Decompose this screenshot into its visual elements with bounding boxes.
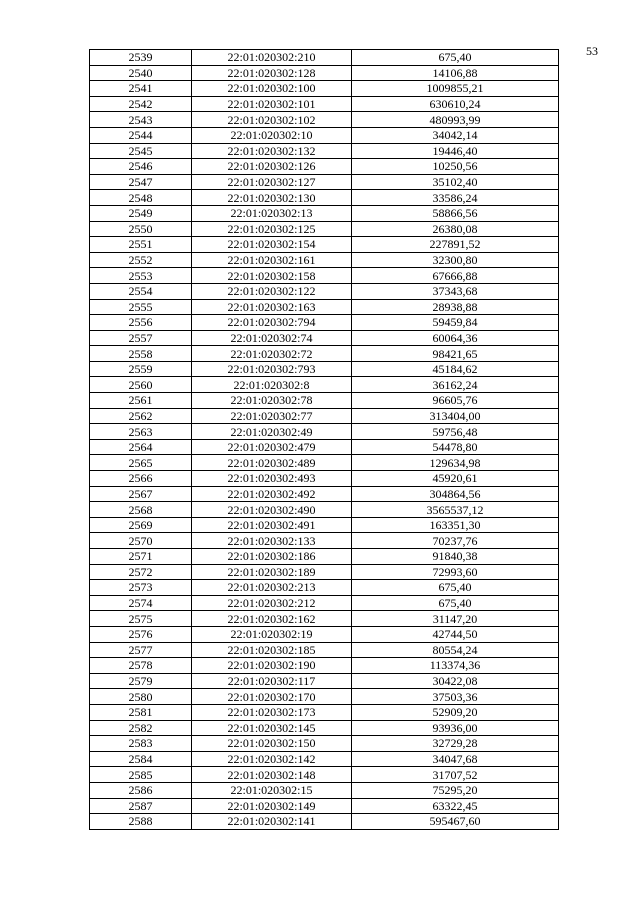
row-number-cell: 2578 — [90, 658, 192, 674]
row-number-cell: 2571 — [90, 549, 192, 565]
table-row — [90, 159, 559, 175]
cadastral-value-cell: 14106,88 — [352, 65, 559, 81]
cadastral-value-cell: 45184,62 — [352, 361, 559, 377]
cadastral-number-cell: 22:01:020302:78 — [192, 393, 352, 409]
row-number-cell: 2558 — [90, 346, 192, 362]
table-row — [90, 767, 559, 783]
cadastral-number-cell: 22:01:020302:149 — [192, 798, 352, 814]
table-row — [90, 330, 559, 346]
table-row — [90, 814, 559, 830]
cadastral-number-cell: 22:01:020302:148 — [192, 767, 352, 783]
cadastral-number-cell: 22:01:020302:117 — [192, 673, 352, 689]
table-row — [90, 299, 559, 315]
row-number-cell: 2546 — [90, 159, 192, 175]
row-number-cell: 2565 — [90, 455, 192, 471]
row-number-cell: 2542 — [90, 96, 192, 112]
row-number-cell: 2557 — [90, 330, 192, 346]
cadastral-value-cell: 480993,99 — [352, 112, 559, 128]
cadastral-number-cell: 22:01:020302:132 — [192, 143, 352, 159]
row-number-cell: 2569 — [90, 517, 192, 533]
row-number-cell: 2572 — [90, 564, 192, 580]
table-row — [90, 471, 559, 487]
cadastral-value-cell: 32729,28 — [352, 736, 559, 752]
cadastral-value-cell: 30422,08 — [352, 673, 559, 689]
table-row — [90, 237, 559, 253]
cadastral-number-cell: 22:01:020302:190 — [192, 658, 352, 674]
table-row — [90, 595, 559, 611]
cadastral-value-cell: 45920,61 — [352, 471, 559, 487]
cadastral-value-cell: 675,40 — [352, 580, 559, 596]
cadastral-value-cell: 10250,56 — [352, 159, 559, 175]
table-row — [90, 408, 559, 424]
cadastral-value-cell: 75295,20 — [352, 782, 559, 798]
cadastral-value-cell: 675,40 — [352, 50, 559, 66]
row-number-cell: 2587 — [90, 798, 192, 814]
cadastral-value-cell: 72993,60 — [352, 564, 559, 580]
table-row — [90, 611, 559, 627]
cadastral-number-cell: 22:01:020302:161 — [192, 252, 352, 268]
table-row — [90, 346, 559, 362]
cadastral-value-cell: 595467,60 — [352, 814, 559, 830]
cadastral-number-cell: 22:01:020302:173 — [192, 704, 352, 720]
cadastral-value-cell: 129634,98 — [352, 455, 559, 471]
table-row — [90, 143, 559, 159]
cadastral-value-cell: 80554,24 — [352, 642, 559, 658]
row-number-cell: 2559 — [90, 361, 192, 377]
row-number-cell: 2577 — [90, 642, 192, 658]
row-number-cell: 2552 — [90, 252, 192, 268]
row-number-cell: 2588 — [90, 814, 192, 830]
cadastral-value-cell: 59459,84 — [352, 315, 559, 331]
table-row — [90, 315, 559, 331]
cadastral-value-cell: 32300,80 — [352, 252, 559, 268]
cadastral-number-cell: 22:01:020302:150 — [192, 736, 352, 752]
cadastral-number-cell: 22:01:020302:8 — [192, 377, 352, 393]
cadastral-value-cell: 67666,88 — [352, 268, 559, 284]
table-row — [90, 689, 559, 705]
row-number-cell: 2567 — [90, 486, 192, 502]
table-row — [90, 580, 559, 596]
cadastral-value-cell: 31707,52 — [352, 767, 559, 783]
row-number-cell: 2582 — [90, 720, 192, 736]
cadastral-number-cell: 22:01:020302:102 — [192, 112, 352, 128]
cadastral-value-cell: 35102,40 — [352, 174, 559, 190]
row-number-cell: 2579 — [90, 673, 192, 689]
cadastral-number-cell: 22:01:020302:212 — [192, 595, 352, 611]
table-row — [90, 252, 559, 268]
cadastral-number-cell: 22:01:020302:490 — [192, 502, 352, 518]
cadastral-value-cell: 630610,24 — [352, 96, 559, 112]
row-number-cell: 2545 — [90, 143, 192, 159]
cadastral-value-cell: 33586,24 — [352, 190, 559, 206]
cadastral-number-cell: 22:01:020302:122 — [192, 283, 352, 299]
table-row — [90, 190, 559, 206]
cadastral-number-cell: 22:01:020302:145 — [192, 720, 352, 736]
row-number-cell: 2548 — [90, 190, 192, 206]
row-number-cell: 2570 — [90, 533, 192, 549]
row-number-cell: 2573 — [90, 580, 192, 596]
cadastral-number-cell: 22:01:020302:491 — [192, 517, 352, 533]
cadastral-value-cell: 42744,50 — [352, 626, 559, 642]
cadastral-number-cell: 22:01:020302:127 — [192, 174, 352, 190]
page-number: 53 — [586, 44, 598, 58]
cadastral-number-cell: 22:01:020302:19 — [192, 626, 352, 642]
table-row — [90, 751, 559, 767]
cadastral-value-cell: 28938,88 — [352, 299, 559, 315]
cadastral-number-cell: 22:01:020302:101 — [192, 96, 352, 112]
row-number-cell: 2544 — [90, 127, 192, 143]
cadastral-number-cell: 22:01:020302:10 — [192, 127, 352, 143]
table-row — [90, 96, 559, 112]
row-number-cell: 2581 — [90, 704, 192, 720]
cadastral-number-cell: 22:01:020302:72 — [192, 346, 352, 362]
table-row — [90, 205, 559, 221]
cadastral-number-cell: 22:01:020302:15 — [192, 782, 352, 798]
row-number-cell: 2540 — [90, 65, 192, 81]
table-row — [90, 361, 559, 377]
cadastral-value-cell: 93936,00 — [352, 720, 559, 736]
table-row — [90, 439, 559, 455]
cadastral-number-cell: 22:01:020302:793 — [192, 361, 352, 377]
table-row — [90, 502, 559, 518]
cadastral-number-cell: 22:01:020302:492 — [192, 486, 352, 502]
cadastral-value-cell: 58866,56 — [352, 205, 559, 221]
cadastral-value-cell: 163351,30 — [352, 517, 559, 533]
cadastral-value-cell: 52909,20 — [352, 704, 559, 720]
table-row — [90, 174, 559, 190]
table-row — [90, 673, 559, 689]
row-number-cell: 2541 — [90, 81, 192, 97]
cadastral-number-cell: 22:01:020302:794 — [192, 315, 352, 331]
cadastral-value-cell: 304864,56 — [352, 486, 559, 502]
row-number-cell: 2563 — [90, 424, 192, 440]
cadastral-value-cell: 34047,68 — [352, 751, 559, 767]
row-number-cell: 2580 — [90, 689, 192, 705]
row-number-cell: 2561 — [90, 393, 192, 409]
table-row — [90, 533, 559, 549]
cadastral-value-cell: 70237,76 — [352, 533, 559, 549]
row-number-cell: 2554 — [90, 283, 192, 299]
cadastral-number-cell: 22:01:020302:128 — [192, 65, 352, 81]
row-number-cell: 2583 — [90, 736, 192, 752]
table-row — [90, 50, 559, 66]
cadastral-number-cell: 22:01:020302:158 — [192, 268, 352, 284]
cadastral-number-cell: 22:01:020302:77 — [192, 408, 352, 424]
row-number-cell: 2574 — [90, 595, 192, 611]
row-number-cell: 2568 — [90, 502, 192, 518]
cadastral-number-cell: 22:01:020302:130 — [192, 190, 352, 206]
cadastral-value-cell: 313404,00 — [352, 408, 559, 424]
cadastral-value-cell: 675,40 — [352, 595, 559, 611]
table-row — [90, 486, 559, 502]
table-row — [90, 736, 559, 752]
cadastral-number-cell: 22:01:020302:163 — [192, 299, 352, 315]
cadastral-value-cell: 3565537,12 — [352, 502, 559, 518]
table-row — [90, 517, 559, 533]
table-row — [90, 112, 559, 128]
cadastral-value-cell: 63322,45 — [352, 798, 559, 814]
table-body — [90, 50, 559, 830]
cadastral-value-table — [89, 49, 559, 830]
row-number-cell: 2560 — [90, 377, 192, 393]
table-row — [90, 127, 559, 143]
table-row — [90, 564, 559, 580]
cadastral-number-cell: 22:01:020302:186 — [192, 549, 352, 565]
cadastral-value-cell: 60064,36 — [352, 330, 559, 346]
cadastral-number-cell: 22:01:020302:162 — [192, 611, 352, 627]
cadastral-number-cell: 22:01:020302:489 — [192, 455, 352, 471]
table-row — [90, 455, 559, 471]
cadastral-value-cell: 113374,36 — [352, 658, 559, 674]
cadastral-number-cell: 22:01:020302:100 — [192, 81, 352, 97]
cadastral-number-cell: 22:01:020302:189 — [192, 564, 352, 580]
cadastral-number-cell: 22:01:020302:74 — [192, 330, 352, 346]
cadastral-number-cell: 22:01:020302:213 — [192, 580, 352, 596]
row-number-cell: 2585 — [90, 767, 192, 783]
table-row — [90, 626, 559, 642]
cadastral-value-cell: 26380,08 — [352, 221, 559, 237]
cadastral-value-cell: 96605,76 — [352, 393, 559, 409]
cadastral-value-cell: 37503,36 — [352, 689, 559, 705]
row-number-cell: 2547 — [90, 174, 192, 190]
cadastral-number-cell: 22:01:020302:13 — [192, 205, 352, 221]
table-row — [90, 283, 559, 299]
cadastral-value-cell: 34042,14 — [352, 127, 559, 143]
cadastral-number-cell: 22:01:020302:185 — [192, 642, 352, 658]
cadastral-number-cell: 22:01:020302:125 — [192, 221, 352, 237]
table-row — [90, 377, 559, 393]
table-row — [90, 393, 559, 409]
row-number-cell: 2549 — [90, 205, 192, 221]
row-number-cell: 2586 — [90, 782, 192, 798]
cadastral-value-cell: 227891,52 — [352, 237, 559, 253]
row-number-cell: 2564 — [90, 439, 192, 455]
cadastral-value-cell: 19446,40 — [352, 143, 559, 159]
cadastral-number-cell: 22:01:020302:133 — [192, 533, 352, 549]
table-row — [90, 704, 559, 720]
table-row — [90, 221, 559, 237]
row-number-cell: 2553 — [90, 268, 192, 284]
cadastral-value-cell: 37343,68 — [352, 283, 559, 299]
cadastral-number-cell: 22:01:020302:210 — [192, 50, 352, 66]
table-row — [90, 268, 559, 284]
cadastral-value-cell: 54478,80 — [352, 439, 559, 455]
row-number-cell: 2566 — [90, 471, 192, 487]
row-number-cell: 2551 — [90, 237, 192, 253]
cadastral-value-cell: 1009855,21 — [352, 81, 559, 97]
cadastral-number-cell: 22:01:020302:154 — [192, 237, 352, 253]
table-row — [90, 798, 559, 814]
row-number-cell: 2562 — [90, 408, 192, 424]
cadastral-number-cell: 22:01:020302:479 — [192, 439, 352, 455]
cadastral-number-cell: 22:01:020302:126 — [192, 159, 352, 175]
table-row — [90, 642, 559, 658]
row-number-cell: 2584 — [90, 751, 192, 767]
row-number-cell: 2555 — [90, 299, 192, 315]
table-row — [90, 65, 559, 81]
cadastral-number-cell: 22:01:020302:141 — [192, 814, 352, 830]
table-row — [90, 81, 559, 97]
cadastral-value-cell: 59756,48 — [352, 424, 559, 440]
row-number-cell: 2576 — [90, 626, 192, 642]
table-row — [90, 549, 559, 565]
cadastral-value-cell: 98421,65 — [352, 346, 559, 362]
row-number-cell: 2556 — [90, 315, 192, 331]
cadastral-value-cell: 91840,38 — [352, 549, 559, 565]
cadastral-number-cell: 22:01:020302:142 — [192, 751, 352, 767]
table-row — [90, 658, 559, 674]
row-number-cell: 2575 — [90, 611, 192, 627]
cadastral-number-cell: 22:01:020302:493 — [192, 471, 352, 487]
cadastral-value-cell: 36162,24 — [352, 377, 559, 393]
table-row — [90, 424, 559, 440]
row-number-cell: 2539 — [90, 50, 192, 66]
row-number-cell: 2543 — [90, 112, 192, 128]
cadastral-number-cell: 22:01:020302:49 — [192, 424, 352, 440]
row-number-cell: 2550 — [90, 221, 192, 237]
table-row — [90, 782, 559, 798]
table-row — [90, 720, 559, 736]
cadastral-value-cell: 31147,20 — [352, 611, 559, 627]
cadastral-number-cell: 22:01:020302:170 — [192, 689, 352, 705]
